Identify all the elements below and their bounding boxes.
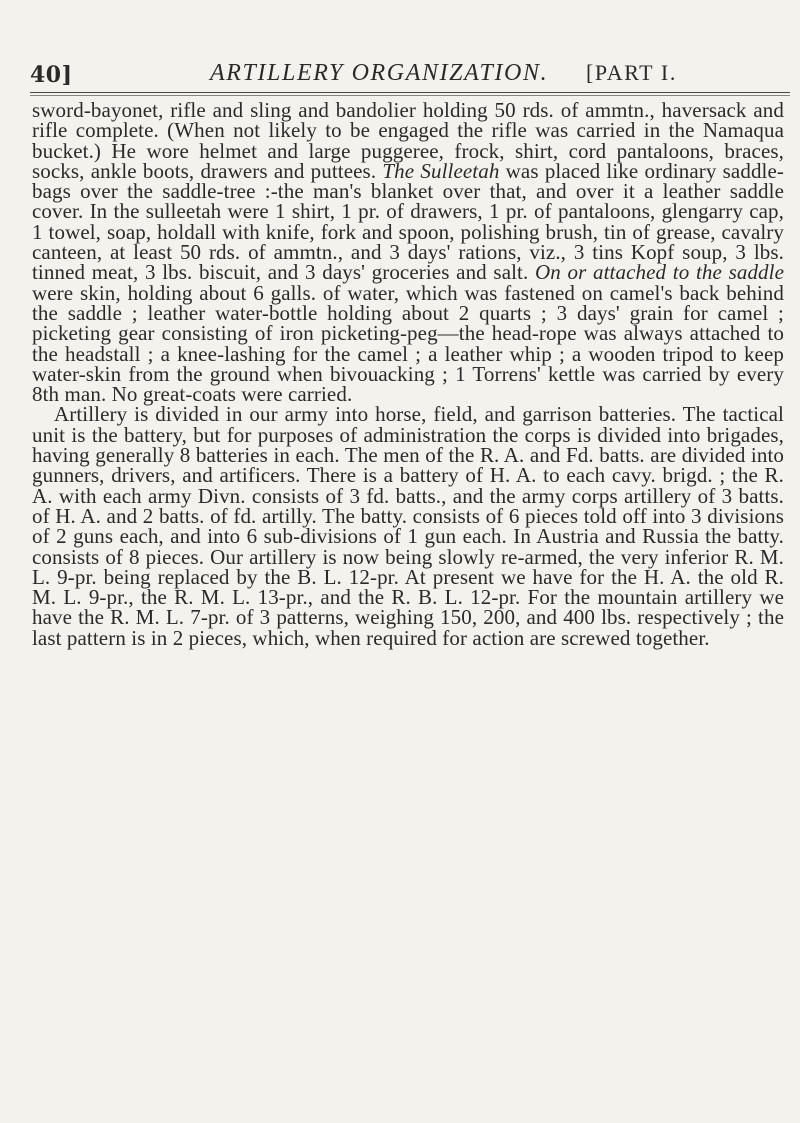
text-run: Artillery is divided in our army into horse, field, and garrison batteries. The tactical unit is the battery, but for purposes of administration the corps is divided into brigades, having generally 8 batteries in each. The men of the R. A. and Fd. batts. are divided into gunners, drivers, and artificers. There is a battery of H. A. to each cavy. brigd. ; the R. A. with each army Divn. consists of 3 fd. batts., and the army corps artillery of 3 batts. of H. A. and 2 batts. of fd. artilly. The batty. consists of 6 pieces told off into 3 divisions of 2 guns each, and into 6 sub-divisions of 1 gun each. In Austria and Russia the batty. consists of 8 pieces. Our artillery is now being slowly re-armed, the very inferior R. M. L. 9-pr. being replaced by the B. L. 12-pr. At present we have for the H. A. the old R. M. L. 9-pr., the R. M. L. 13-pr., and the R. B. L. 12-pr. For the mountain artillery we have the R. M. L. 7-pr. of 3 patterns, weighing 150, 200, and 400 lbs. respectively ; the last pattern is in 2 pieces, which, when required for action are screwed together. xyxy=(32,402,784,650)
part-label: [PART I. xyxy=(586,60,677,85)
body-text xyxy=(32,100,784,648)
running-title: ARTILLERY ORGANIZATION. xyxy=(210,60,549,86)
italic-heading-sulleetah: The Sulleetah xyxy=(382,158,500,183)
header-rule-thin xyxy=(30,95,790,96)
italic-heading-saddle: On or attached to the saddle xyxy=(534,260,784,285)
text-run: was placed like ordinary saddle-bags over the saddle-tree :-the man's blanket over that, and over it a leather saddle cover. In the sulleetah were 1 shirt, 1 pr. of drawers, 1 pr. of pantaloons, glengarry cap, 1 towel, soap, holdall with knife, fork and spoon, polishing brush, tin of grease, cavalry canteen, at least 50 rds. of ammtn., and 3 days' rations, viz., 3 tins Kopf soup, 3 lbs. tinned meat, 3 lbs. biscuit, and 3 days' groceries and salt. xyxy=(32,158,784,285)
paragraph-artillery xyxy=(32,404,784,648)
paragraph-equipment xyxy=(32,98,784,407)
running-head xyxy=(30,56,790,86)
text-run: sword-bayonet, rifle and sling and bandolier holding 50 rds. of ammtn., haversack and rifle complete. (When not likely to be engaged the rifle was carried in the Namaqua bucket.) He wore helmet and large puggeree, frock, shirt, cord pantaloons, braces, socks, ankle boots, drawers and puttees. xyxy=(32,98,784,183)
text-run: were skin, holding about 6 galls. of water, which was fastened on camel's back behind the saddle ; leather water-bottle holding about 2 quarts ; 3 days' grain for camel ; picketing gear consisting of iron picketing-peg—the head-rope was always attached to the headstall ; a knee-lashing for the camel ; a leather whip ; a wooden tripod to keep water-skin from the ground when bivouacking ; 1 Torrens' kettle was carried by every 8th man. No great-coats were carried. xyxy=(32,280,784,407)
header-rule xyxy=(30,92,790,93)
page-number: 40] xyxy=(30,62,73,88)
